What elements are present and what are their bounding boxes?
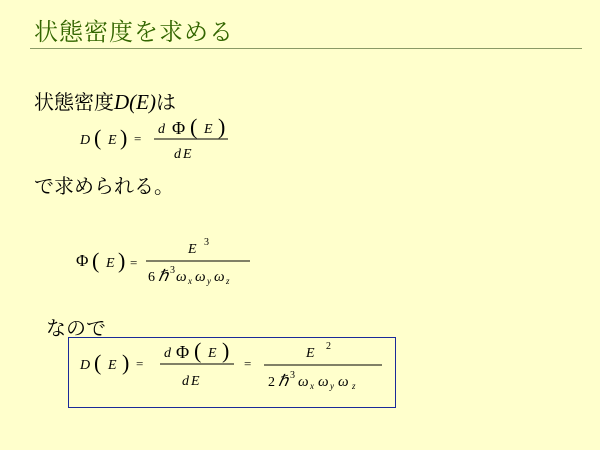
eq2-num-exp: 3 xyxy=(204,237,209,248)
eq2-den-sub-z: z xyxy=(226,276,230,286)
eq2-lhs-lparen: ( xyxy=(92,248,100,273)
eq3-f1-num-d: d xyxy=(164,346,171,361)
title-divider xyxy=(30,48,582,49)
eq2-den-omega-z: ω xyxy=(214,269,225,285)
eq1-num-d: d xyxy=(158,122,165,137)
eq1-lhs-rparen: ) xyxy=(120,125,128,150)
intro-math: D(E) xyxy=(114,90,156,114)
eq3-lhs-lparen: ( xyxy=(94,350,102,375)
eq3-lhs-D: D xyxy=(80,358,91,373)
eq2-den-sub-x: x xyxy=(188,276,192,286)
eq1-num-rparen: ) xyxy=(218,114,226,139)
eq3-f2-den-sub-x: x xyxy=(310,381,314,391)
eq1-den-d: d xyxy=(174,147,181,162)
eq3-f2-den-2: 2 xyxy=(268,375,275,390)
eq2-num-E: E xyxy=(188,242,197,257)
eq3-equals-1: = xyxy=(136,356,144,371)
intro-prefix: 状態密度 xyxy=(34,90,114,114)
eq2-den-sub-y: y xyxy=(207,276,211,286)
eq3-f1-num-lparen: ( xyxy=(194,338,202,363)
eq3-f2-num-exp: 2 xyxy=(326,341,331,352)
equation-density-definition xyxy=(70,112,250,168)
eq1-num-phi: Φ xyxy=(172,118,186,138)
eq2-lhs-E: E xyxy=(106,256,115,271)
eq2-lhs-phi: Φ xyxy=(76,251,89,270)
eq3-f1-den-E: E xyxy=(191,374,200,389)
equation-density-result xyxy=(70,338,394,404)
eq1-num-E: E xyxy=(204,122,213,137)
eq3-f1-den-d: d xyxy=(182,374,189,389)
eq1-lhs-E: E xyxy=(108,133,117,148)
eq3-f1-num-phi: Φ xyxy=(176,342,190,362)
eq3-f2-den-hbar-exp: 3 xyxy=(290,370,295,381)
intro-text xyxy=(34,86,176,115)
eq2-den-omega-x: ω xyxy=(176,269,187,285)
therefore-text: なので xyxy=(46,316,106,340)
eq2-equals: = xyxy=(130,255,138,270)
slide-title: 状態密度を求める xyxy=(34,18,234,46)
eq3-lhs-rparen: ) xyxy=(122,350,130,375)
eq3-f2-den-omega-z: ω xyxy=(338,374,349,390)
eq3-equals-2: = xyxy=(244,356,252,371)
eq2-den-hbar-exp: 3 xyxy=(170,265,175,276)
equation-phi xyxy=(70,230,270,290)
obtained-text: で求められる。 xyxy=(34,174,174,198)
eq3-lhs-E: E xyxy=(108,358,117,373)
eq3-f2-den-omega-x: ω xyxy=(298,374,309,390)
eq2-den-omega-y: ω xyxy=(195,269,206,285)
eq3-f1-num-E: E xyxy=(208,346,217,361)
eq2-den-6: 6 xyxy=(148,270,155,285)
eq3-f1-num-rparen: ) xyxy=(222,338,230,363)
eq3-f2-den-omega-y: ω xyxy=(318,374,329,390)
eq1-equals: = xyxy=(134,131,142,146)
intro-suffix: は xyxy=(155,90,176,114)
eq2-den-hbar: ℏ xyxy=(158,268,169,285)
eq1-num-lparen: ( xyxy=(190,114,198,139)
eq1-lhs-lparen: ( xyxy=(94,125,102,150)
eq2-lhs-rparen: ) xyxy=(118,248,126,273)
eq1-den-E: E xyxy=(183,147,192,162)
eq3-f2-den-sub-z: z xyxy=(352,381,356,391)
eq3-f2-den-sub-y: y xyxy=(330,381,334,391)
eq3-f2-num-E: E xyxy=(306,346,315,361)
eq1-lhs-D: D xyxy=(80,133,91,148)
eq3-f2-den-hbar: ℏ xyxy=(278,373,289,390)
